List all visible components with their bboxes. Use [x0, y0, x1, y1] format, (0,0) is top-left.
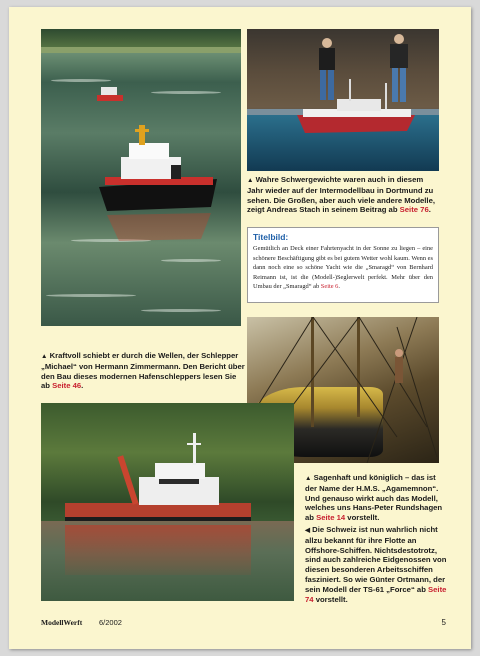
cover-picture-box [247, 227, 439, 303]
caption-text: Wahre Schwergewichte waren auch in diesem Jahr wieder auf der Intermodellbau in Dortmund zu sehen. Die Großen, aber auch viele andere Modelle, zeigt Andreas Stach in seinem Beitrag ab [247, 175, 435, 215]
page-reference-link[interactable]: Seite 74 [305, 584, 447, 604]
caption-agamemnon [305, 473, 449, 523]
page-reference-link[interactable]: Seite 46 [52, 381, 82, 391]
page-number: 5 [441, 618, 446, 627]
cover-picture-heading: Titelbild: [253, 232, 289, 242]
triangle-up-icon: ▲ [247, 177, 254, 184]
caption-text: Sagenhaft und königlich – das ist der Name der H.M.S. „Agamemnon“. Und genauso wirkt auch das Modell, welches uns Hans-Peter Rundshagen ab [305, 473, 443, 523]
caption-tail: vorstellt. [313, 594, 348, 604]
triangle-left-icon: ◀ [305, 527, 310, 534]
caption-tail: . [428, 205, 431, 215]
caption-force [305, 525, 449, 604]
page-footer [41, 618, 446, 630]
caption-michael [41, 351, 245, 391]
page-reference-link[interactable]: Seite 6 [320, 283, 339, 291]
caption-intermodellbau [247, 175, 441, 215]
caption-tail: vorstellt. [345, 513, 380, 523]
tugboat-photo [41, 29, 241, 326]
exhibition-photo [247, 29, 439, 171]
page-reference-link[interactable]: Seite 76 [399, 205, 429, 215]
tugboat-illustration [41, 29, 241, 326]
caption-tail: . [81, 381, 84, 391]
magazine-name: ModellWerft [41, 618, 83, 627]
cover-picture-text [253, 244, 433, 292]
cover-picture-tail: . [338, 283, 340, 291]
offshore-vessel-photo [41, 403, 294, 601]
caption-text: Die Schweiz ist nun wahrlich nicht allzu bekannt für ihre Flotte an Offshore-Schiffen. Nichtsdestotrotz, sind auch zahlreiche Eidgenossen von diesen besonderen Arbeitsschiffen fasziniert. So wie Günter Ortmann, der sein Modell der TS-61 „Force“ ab [305, 525, 447, 594]
page-reference-link[interactable]: Seite 14 [316, 513, 346, 523]
issue-number: 6/2002 [99, 618, 122, 627]
exhibition-illustration [247, 29, 439, 171]
triangle-up-icon: ▲ [305, 475, 312, 482]
triangle-up-icon: ▲ [41, 353, 48, 360]
mast-illustration [41, 403, 294, 601]
cover-picture-body: Gemütlich an Deck einer Fahrtenyacht in der Sonne zu liegen – eine schönere Beschäftigung gibt es bei gutem Wetter wohl kaum. Wenn es dann noch eine so schöne Yacht wie die „Smaragd“ von Bernhard Reimann ist, ist die (Modell-)Seglerwelt perfekt. Mehr über den Umbau der „Smaragd“ ab [253, 245, 433, 291]
caption-text: Kraftvoll schiebt er durch die Wellen, der Schlepper „Michael“ von Hermann Zimmermann. Den Bericht über den Bau dieses modernen Hafenschleppers lesen Sie ab [41, 351, 245, 391]
magazine-page [9, 7, 471, 649]
